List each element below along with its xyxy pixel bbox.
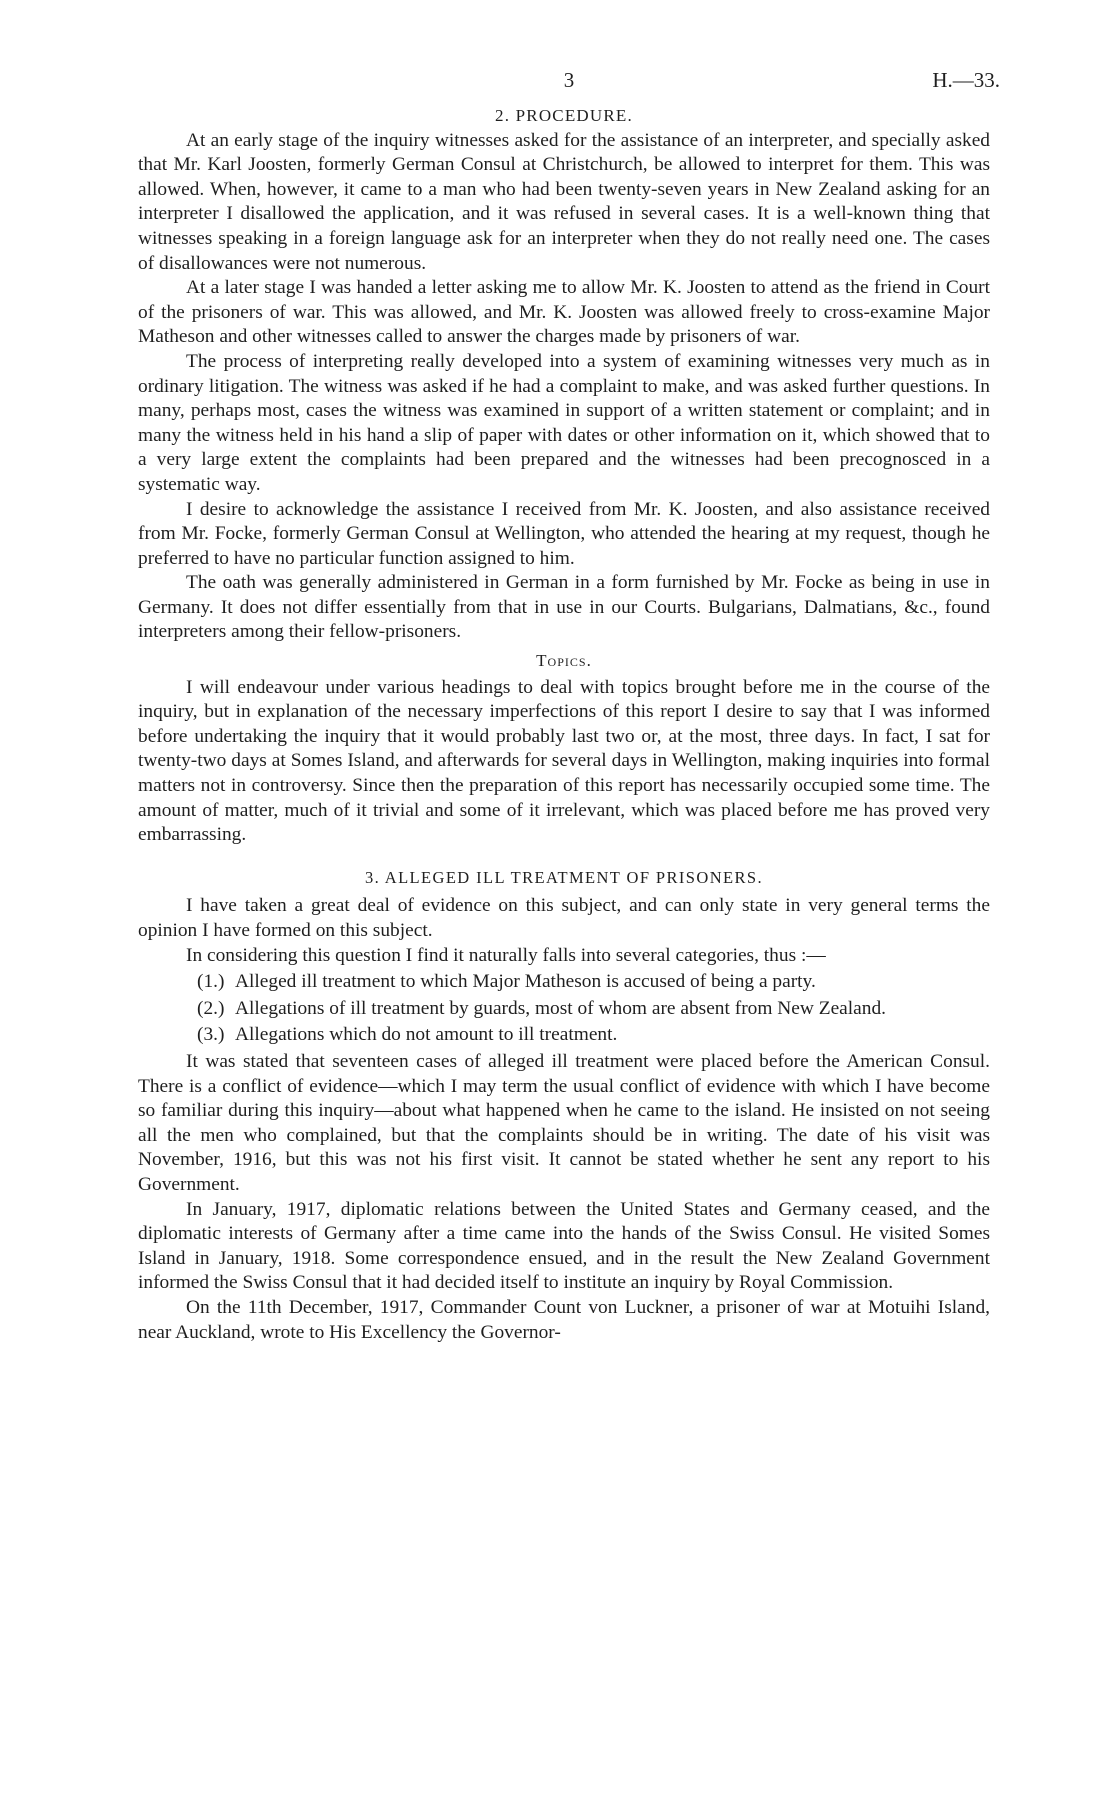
list-item [138,1023,990,1048]
section-heading-ill-treatment: 3. ALLEGED ILL TREATMENT OF PRISONERS. [364,867,764,887]
list-item [138,970,990,995]
paragraph: It was stated that seventeen cases of alleged ill treatment were placed before the American Consul. There is a conflict of evidence—which I may term the usual conflict of evidence with which I have become so familiar during this inquiry—about what happened when he came to the island. He insisted on not seeing all the men who complained, but that the complaints should be in writing. The date of his visit was November, 1916, but this was not his first visit. It cannot be stated whether he sent any report to his Government. [138,1050,990,1195]
list-item-text: Alleged ill treatment to which Major Matheson is accused of being a party. [235,971,816,993]
subheading-topics: Topics. [536,651,592,671]
list-marker: (1.) [197,971,225,993]
list-item [138,997,990,1022]
page-header [138,68,1000,98]
paragraph: In considering this question I find it naturally falls into several categories, thus :— [186,944,826,966]
list-marker: (3.) [197,1024,225,1046]
list-item-text: Allegations of ill treatment by guards, most of whom are absent from New Zealand. [235,997,887,1019]
page-body [138,100,990,1345]
list-marker: (2.) [197,997,225,1019]
paragraph: On the 11th December, 1917, Commander Count von Luckner, a prisoner of war at Motuihi Island, near Auckland, wrote to His Excellency the Governor- [138,1296,990,1343]
section-heading-procedure: 2. PROCEDURE. [495,106,633,125]
paragraph: I desire to acknowledge the assistance I received from Mr. K. Joosten, and also assistance received from Mr. Focke, formerly German Consul at Wellington, who attended the hearing at my request, though he preferred to have no particular function assigned to him. [138,498,990,569]
paragraph: In January, 1917, diplomatic relations between the United States and Germany ceased, and the diplomatic interests of Germany after a time came into the hands of the Swiss Consul. He visited Somes Island in January, 1918. Some correspondence ensued, and in the result the New Zealand Government informed the Swiss Consul that it had decided itself to institute an inquiry by Royal Commission. [138,1198,990,1294]
paragraph: I will endeavour under various headings to deal with topics brought before me in the course of the inquiry, but in explanation of the necessary imperfections of this report I desire to say that I was informed before undertaking the inquiry that it would probably last two or, at the most, three days. In fact, I sat for twenty-two days at Somes Island, and afterwards for several days in Wellington, making inquiries into formal matters not in controversy. Since then the preparation of this report has necessarily occupied some time. The amount of matter, much of it trivial and some of it irrelevant, which was placed before me has proved very embarrassing. [138,676,990,846]
list-item-text: Allegations which do not amount to ill treatment. [235,1024,618,1046]
page-number: 3 [563,68,575,92]
paragraph: The process of interpreting really developed into a system of examining witnesses very much as in ordinary litigation. The witness was asked if he had a complaint to make, and was asked further questions. In many, perhaps most, cases the witness was examined in support of a written statement or complaint; and in many the witness held in his hand a slip of paper with dates or other information on it, which showed that to a very large extent the complaints had been prepared and the witnesses had been precognosced in a systematic way. [138,350,990,495]
paragraph: At a later stage I was handed a letter asking me to allow Mr. K. Joosten to attend as the friend in Court of the prisoners of war. This was allowed, and Mr. K. Joosten was allowed freely to cross-examine Major Matheson and other witnesses called to answer the charges made by prisoners of war. [138,277,990,348]
paragraph: The oath was generally administered in German in a form furnished by Mr. Focke as being in use in Germany. It does not differ essentially from that in use in our Courts. Bulgarians, Dalmatians, &c., found interpreters among their fellow-prisoners. [138,572,990,643]
category-list [138,970,990,1048]
paragraph: At an early stage of the inquiry witnesses asked for the assistance of an interpreter, and specially asked that Mr. Karl Joosten, formerly German Consul at Christchurch, be allowed to interpret for them. This was allowed. When, however, it came to a man who had been twenty-seven years in New Zealand asking for an interpreter I disallowed the application, and it was refused in several cases. It is a well-known thing that witnesses speaking in a foreign language ask for an interpreter when they do not really need one. The cases of disallowances were not numerous. [138,129,990,274]
document-reference: H.—33. [932,68,1000,92]
paragraph: I have taken a great deal of evidence on this subject, and can only state in very general terms the opinion I have formed on this subject. [138,895,990,941]
